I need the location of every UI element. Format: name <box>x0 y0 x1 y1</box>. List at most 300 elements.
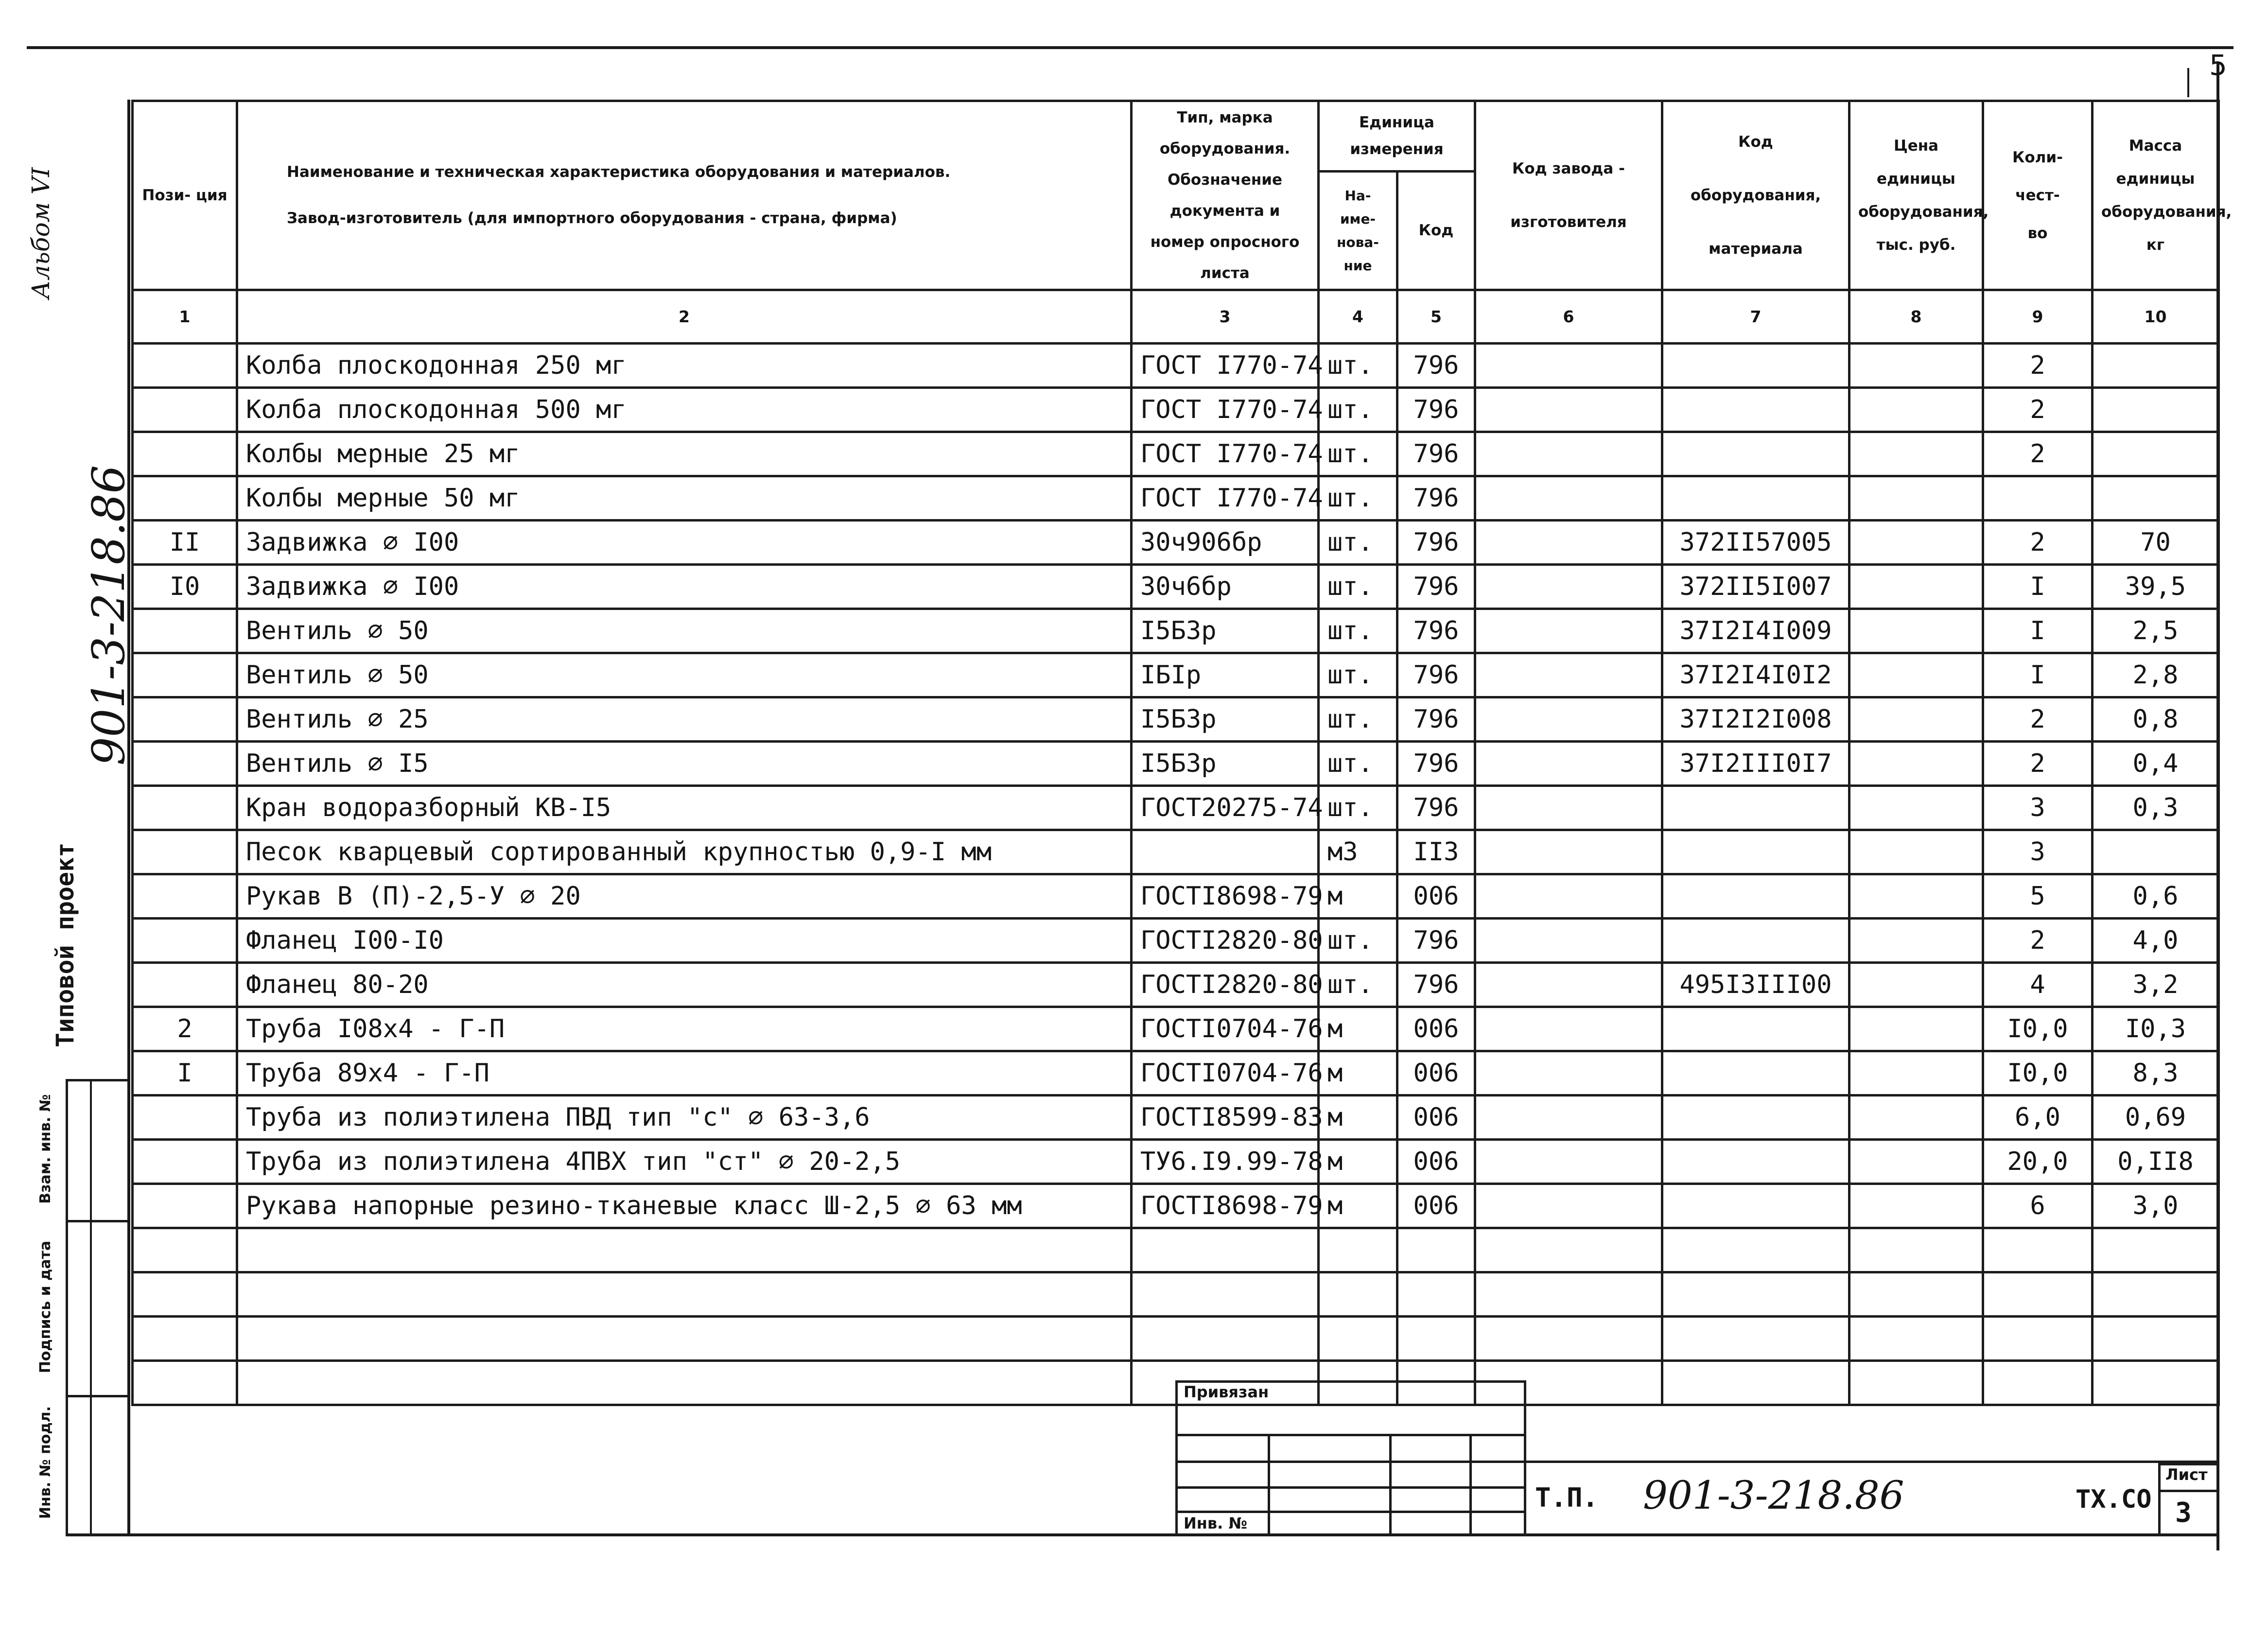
type-cell: ГОСТ I770-74 <box>1132 388 1319 432</box>
quantity-cell: 5 <box>1983 874 2093 919</box>
quantity-cell: I <box>1983 653 2093 697</box>
unit-cell: м <box>1319 1184 1397 1228</box>
column-number: 10 <box>2093 290 2219 344</box>
unit-code-cell: 796 <box>1397 388 1475 432</box>
mass-cell: 0,3 <box>2093 786 2219 830</box>
unit-code-cell: 006 <box>1397 1140 1475 1184</box>
empty-cell <box>2093 1228 2219 1272</box>
equipment-code-cell: 372II5I007 <box>1662 565 1849 609</box>
pos-cell <box>133 609 237 653</box>
quantity-cell: I <box>1983 609 2093 653</box>
equipment-code-cell: 372II57005 <box>1662 521 1849 565</box>
unit-cell: шт. <box>1319 521 1397 565</box>
mass-cell: 0,II8 <box>2093 1140 2219 1184</box>
mass-cell: 0,4 <box>2093 742 2219 786</box>
quantity-cell: 2 <box>1983 919 2093 963</box>
empty-cell <box>1475 1272 1662 1317</box>
equipment-code-cell <box>1662 1140 1849 1184</box>
type-cell: ГОСТI8599-83 <box>1132 1096 1319 1140</box>
empty-cell <box>237 1317 1132 1361</box>
empty-cell <box>1849 1361 1983 1405</box>
table-row <box>133 609 2219 653</box>
mass-cell: 70 <box>2093 521 2219 565</box>
pos-cell <box>133 388 237 432</box>
equipment-code-cell <box>1662 344 1849 388</box>
project-code-vertical: 901-3-218.86 <box>83 465 135 766</box>
table-row <box>133 1007 2219 1051</box>
empty-cell <box>1397 1317 1475 1361</box>
stamp-label-inventory: Инв. № подл. <box>37 1406 54 1519</box>
unit-cell: шт. <box>1319 476 1397 521</box>
name-cell: Вентиль ∅ 50 <box>237 653 1132 697</box>
unit-code-cell: 796 <box>1397 786 1475 830</box>
table-row <box>133 963 2219 1007</box>
unit-code-cell: 796 <box>1397 432 1475 476</box>
pos-cell <box>133 786 237 830</box>
pos-cell <box>133 476 237 521</box>
name-cell: Кран водоразборный КВ-I5 <box>237 786 1132 830</box>
mass-cell <box>2093 344 2219 388</box>
empty-cell <box>1319 1317 1397 1361</box>
mass-cell <box>2093 830 2219 874</box>
unit-code-cell: 006 <box>1397 1007 1475 1051</box>
type-cell: ГОСТ I770-74 <box>1132 476 1319 521</box>
table-row <box>133 1184 2219 1228</box>
equipment-code-cell: 37I2I2I008 <box>1662 697 1849 742</box>
pos-cell <box>133 653 237 697</box>
factory-code-cell <box>1475 521 1662 565</box>
equipment-code-cell <box>1662 1096 1849 1140</box>
album-caption: Альбом VI <box>27 167 55 299</box>
price-cell <box>1849 697 1983 742</box>
pos-cell <box>133 1096 237 1140</box>
frame-tick-line <box>2187 68 2189 97</box>
binding-vline-1 <box>1268 1434 1270 1533</box>
quantity-cell: 2 <box>1983 344 2093 388</box>
type-cell: I5Б3р <box>1132 609 1319 653</box>
name-cell: Вентиль ∅ 25 <box>237 697 1132 742</box>
mass-cell <box>2093 432 2219 476</box>
unit-code-cell: 796 <box>1397 919 1475 963</box>
type-cell <box>1132 830 1319 874</box>
pos-cell <box>133 874 237 919</box>
mass-cell: 0,6 <box>2093 874 2219 919</box>
empty-cell <box>1397 1272 1475 1317</box>
empty-cell <box>1662 1361 1849 1405</box>
unit-code-cell: 796 <box>1397 963 1475 1007</box>
price-cell <box>1849 786 1983 830</box>
table-row <box>133 344 2219 388</box>
quantity-cell: 6 <box>1983 1184 2093 1228</box>
empty-cell <box>1983 1272 2093 1317</box>
unit-cell: шт. <box>1319 963 1397 1007</box>
empty-cell <box>1662 1228 1849 1272</box>
empty-cell <box>237 1272 1132 1317</box>
inventory-label: Инв. № <box>1184 1514 1247 1532</box>
equipment-code-cell <box>1662 476 1849 521</box>
price-cell <box>1849 1051 1983 1096</box>
table-row <box>133 786 2219 830</box>
mass-cell <box>2093 476 2219 521</box>
factory-code-cell <box>1475 1096 1662 1140</box>
designation-top-line <box>1521 1461 2219 1463</box>
type-cell: ГОСТI8698-79 <box>1132 874 1319 919</box>
equipment-code-cell <box>1662 388 1849 432</box>
quantity-cell: I0,0 <box>1983 1051 2093 1096</box>
price-cell <box>1849 653 1983 697</box>
header-unit-name: На- име- нова- ние <box>1319 172 1397 290</box>
unit-cell: шт. <box>1319 388 1397 432</box>
empty-cell <box>1983 1317 2093 1361</box>
name-cell: Задвижка ∅ I00 <box>237 521 1132 565</box>
header-quantity: Коли- чест- во <box>1983 101 2093 290</box>
equipment-code-cell: 37I2I4I009 <box>1662 609 1849 653</box>
unit-code-cell: II3 <box>1397 830 1475 874</box>
unit-cell: м <box>1319 1007 1397 1051</box>
unit-code-cell: 796 <box>1397 653 1475 697</box>
equipment-code-cell <box>1662 432 1849 476</box>
header-position: Пози- ция <box>133 101 237 290</box>
table-body <box>133 344 2219 1405</box>
mass-cell: 0,69 <box>2093 1096 2219 1140</box>
unit-code-cell: 796 <box>1397 697 1475 742</box>
unit-cell: м3 <box>1319 830 1397 874</box>
name-cell: Песок кварцевый сортированный крупностью 0,9-I мм <box>237 830 1132 874</box>
header-unit-code: Код <box>1397 172 1475 290</box>
name-cell: Колба плоскодонная 250 мг <box>237 344 1132 388</box>
pos-cell <box>133 963 237 1007</box>
page-number: 5 <box>2209 49 2227 82</box>
equipment-code-cell <box>1662 1007 1849 1051</box>
name-cell: Колбы мерные 25 мг <box>237 432 1132 476</box>
column-number: 2 <box>237 290 1132 344</box>
empty-row <box>133 1228 2219 1272</box>
unit-cell: м <box>1319 1096 1397 1140</box>
pos-cell <box>133 1184 237 1228</box>
unit-cell: шт. <box>1319 565 1397 609</box>
column-number: 1 <box>133 290 237 344</box>
price-cell <box>1849 830 1983 874</box>
table-row <box>133 697 2219 742</box>
empty-cell <box>2093 1272 2219 1317</box>
price-cell <box>1849 521 1983 565</box>
factory-code-cell <box>1475 653 1662 697</box>
empty-row <box>133 1272 2219 1317</box>
unit-cell: шт. <box>1319 786 1397 830</box>
empty-cell <box>1397 1228 1475 1272</box>
price-cell <box>1849 919 1983 963</box>
empty-cell <box>1319 1228 1397 1272</box>
header-factory-code: Код завода - изготовителя <box>1475 101 1662 290</box>
quantity-cell <box>1983 476 2093 521</box>
equipment-code-cell: 37I2III0I7 <box>1662 742 1849 786</box>
empty-cell <box>237 1361 1132 1405</box>
quantity-cell: I0,0 <box>1983 1007 2093 1051</box>
sheet-number: 3 <box>2175 1497 2192 1529</box>
pos-cell <box>133 697 237 742</box>
empty-cell <box>133 1272 237 1317</box>
name-cell: Рукава напорные резино-тканевые класс Ш-2,5 ∅ 63 мм <box>237 1184 1132 1228</box>
quantity-cell: 2 <box>1983 697 2093 742</box>
price-cell <box>1849 963 1983 1007</box>
mass-cell: 8,3 <box>2093 1051 2219 1096</box>
equipment-code-cell <box>1662 874 1849 919</box>
unit-code-cell: 796 <box>1397 742 1475 786</box>
unit-cell: м <box>1319 1140 1397 1184</box>
pos-cell <box>133 432 237 476</box>
empty-cell <box>1132 1272 1319 1317</box>
approval-stamp-column <box>66 1079 127 1536</box>
table-row <box>133 476 2219 521</box>
name-cell: Колба плоскодонная 500 мг <box>237 388 1132 432</box>
stamp-inner-line <box>90 1079 92 1533</box>
table-row <box>133 521 2219 565</box>
unit-cell: шт. <box>1319 919 1397 963</box>
type-cell: ГОСТI0704-76 <box>1132 1007 1319 1051</box>
column-number-row <box>133 290 2219 344</box>
type-cell: 30ч6бр <box>1132 565 1319 609</box>
empty-cell <box>133 1228 237 1272</box>
unit-code-cell: 006 <box>1397 1096 1475 1140</box>
header-name <box>237 101 1132 290</box>
header-equipment-code: Код оборудования, материала <box>1662 101 1849 290</box>
column-number: 7 <box>1662 290 1849 344</box>
column-number: 5 <box>1397 290 1475 344</box>
empty-cell <box>1319 1272 1397 1317</box>
factory-code-cell <box>1475 565 1662 609</box>
empty-cell <box>2093 1317 2219 1361</box>
price-cell <box>1849 476 1983 521</box>
pos-cell: I0 <box>133 565 237 609</box>
mass-cell: 3,0 <box>2093 1184 2219 1228</box>
mass-cell: 0,8 <box>2093 697 2219 742</box>
binding-vline-2 <box>1389 1434 1392 1533</box>
table-row <box>133 388 2219 432</box>
column-number: 6 <box>1475 290 1662 344</box>
unit-cell: шт. <box>1319 344 1397 388</box>
unit-code-cell: 006 <box>1397 1051 1475 1096</box>
empty-cell <box>1662 1317 1849 1361</box>
tp-label: Т.П. <box>1535 1482 1599 1513</box>
price-cell <box>1849 874 1983 919</box>
header-name-line-1: Наименование и техническая характеристика оборудования и материалов. <box>287 163 951 181</box>
quantity-cell: 6,0 <box>1983 1096 2093 1140</box>
factory-code-cell <box>1475 1140 1662 1184</box>
equipment-code-cell: 495I3III00 <box>1662 963 1849 1007</box>
frame-inner-left-line <box>127 100 130 1533</box>
table-row <box>133 830 2219 874</box>
quantity-cell: I <box>1983 565 2093 609</box>
unit-code-cell: 796 <box>1397 476 1475 521</box>
type-cell: IБIр <box>1132 653 1319 697</box>
header-name-line-2: Завод-изготовитель (для импортного оборудования - страна, фирма) <box>287 209 897 227</box>
project-type-caption: Типовой проект <box>51 842 79 1047</box>
table-row <box>133 1096 2219 1140</box>
mass-cell: 2,5 <box>2093 609 2219 653</box>
header-row <box>133 101 2219 172</box>
empty-cell <box>1662 1272 1849 1317</box>
factory-code-cell <box>1475 1051 1662 1096</box>
price-cell <box>1849 742 1983 786</box>
stamp-label-signature: Подпись и дата <box>37 1240 54 1374</box>
factory-code-cell <box>1475 432 1662 476</box>
pos-cell <box>133 919 237 963</box>
header-price: Цена единицы оборудования, тыс. руб. <box>1849 101 1983 290</box>
document-code: ТХ.СО <box>2076 1485 2152 1514</box>
pos-cell <box>133 344 237 388</box>
table-row <box>133 565 2219 609</box>
mass-cell: 39,5 <box>2093 565 2219 609</box>
name-cell: Фланец 80-20 <box>237 963 1132 1007</box>
quantity-cell: 2 <box>1983 388 2093 432</box>
empty-cell <box>133 1361 237 1405</box>
project-code-title: 901-3-218.86 <box>1643 1473 1904 1518</box>
unit-cell: шт. <box>1319 697 1397 742</box>
name-cell: Труба из полиэтилена ПВД тип "с" ∅ 63-3,6 <box>237 1096 1132 1140</box>
price-cell <box>1849 1096 1983 1140</box>
factory-code-cell <box>1475 742 1662 786</box>
empty-cell <box>1475 1228 1662 1272</box>
price-cell <box>1849 1184 1983 1228</box>
pos-cell: I <box>133 1051 237 1096</box>
mass-cell <box>2093 388 2219 432</box>
header-mass: Масса единицы оборудования, кг <box>2093 101 2219 290</box>
table-row <box>133 1051 2219 1096</box>
type-cell: 30ч906бр <box>1132 521 1319 565</box>
equipment-code-cell <box>1662 1184 1849 1228</box>
unit-code-cell: 006 <box>1397 874 1475 919</box>
unit-code-cell: 796 <box>1397 521 1475 565</box>
empty-cell <box>1849 1228 1983 1272</box>
price-cell <box>1849 388 1983 432</box>
type-cell: ТУ6.I9.99-78 <box>1132 1140 1319 1184</box>
empty-cell <box>1132 1317 1319 1361</box>
factory-code-cell <box>1475 1007 1662 1051</box>
factory-code-cell <box>1475 830 1662 874</box>
quantity-cell: 4 <box>1983 963 2093 1007</box>
stamp-divider-2 <box>66 1395 127 1397</box>
empty-cell <box>237 1228 1132 1272</box>
type-cell: ГОСТI2820-80 <box>1132 963 1319 1007</box>
equipment-code-cell <box>1662 786 1849 830</box>
factory-code-cell <box>1475 388 1662 432</box>
factory-code-cell <box>1475 1184 1662 1228</box>
pos-cell <box>133 830 237 874</box>
factory-code-cell <box>1475 963 1662 1007</box>
factory-code-cell <box>1475 609 1662 653</box>
quantity-cell: 2 <box>1983 432 2093 476</box>
table-row <box>133 653 2219 697</box>
price-cell <box>1849 609 1983 653</box>
header-unit: Единица измерения <box>1319 101 1475 172</box>
empty-cell <box>1849 1272 1983 1317</box>
table-row <box>133 874 2219 919</box>
equipment-code-cell: 37I2I4I0I2 <box>1662 653 1849 697</box>
unit-cell: м <box>1319 1051 1397 1096</box>
stamp-divider-1 <box>66 1220 127 1222</box>
name-cell: Вентиль ∅ I5 <box>237 742 1132 786</box>
name-cell: Колбы мерные 50 мг <box>237 476 1132 521</box>
column-number: 8 <box>1849 290 1983 344</box>
quantity-cell: 3 <box>1983 830 2093 874</box>
pos-cell <box>133 1140 237 1184</box>
price-cell <box>1849 1007 1983 1051</box>
sheet-box-divider <box>2158 1490 2216 1492</box>
binding-label: Привязан <box>1184 1383 1269 1401</box>
type-cell: ГОСТI8698-79 <box>1132 1184 1319 1228</box>
unit-code-cell: 006 <box>1397 1184 1475 1228</box>
empty-cell <box>133 1317 237 1361</box>
quantity-cell: 2 <box>1983 742 2093 786</box>
binding-vline-3 <box>1469 1434 1472 1533</box>
unit-cell: м <box>1319 874 1397 919</box>
unit-cell: шт. <box>1319 742 1397 786</box>
factory-code-cell <box>1475 697 1662 742</box>
table-row <box>133 919 2219 963</box>
equipment-code-cell <box>1662 830 1849 874</box>
mass-cell: 3,2 <box>2093 963 2219 1007</box>
table-row <box>133 1140 2219 1184</box>
unit-cell: шт. <box>1319 609 1397 653</box>
specification-table <box>131 100 2232 1406</box>
factory-code-cell <box>1475 476 1662 521</box>
price-cell <box>1849 565 1983 609</box>
type-cell: ГОСТ I770-74 <box>1132 432 1319 476</box>
mass-cell: 4,0 <box>2093 919 2219 963</box>
name-cell: Задвижка ∅ I00 <box>237 565 1132 609</box>
type-cell: I5Б3р <box>1132 742 1319 786</box>
name-cell: Труба 89х4 - Г-П <box>237 1051 1132 1096</box>
name-cell: Вентиль ∅ 50 <box>237 609 1132 653</box>
sheet-label: Лист <box>2165 1465 2208 1484</box>
name-cell: Рукав В (П)-2,5-У ∅ 20 <box>237 874 1132 919</box>
factory-code-cell <box>1475 344 1662 388</box>
quantity-cell: 20,0 <box>1983 1140 2093 1184</box>
column-number: 3 <box>1132 290 1319 344</box>
column-number: 4 <box>1319 290 1397 344</box>
equipment-code-cell <box>1662 1051 1849 1096</box>
type-cell: I5Б3р <box>1132 697 1319 742</box>
factory-code-cell <box>1475 874 1662 919</box>
unit-cell: шт. <box>1319 432 1397 476</box>
factory-code-cell <box>1475 919 1662 963</box>
column-number: 9 <box>1983 290 2093 344</box>
empty-cell <box>1475 1317 1662 1361</box>
table-row <box>133 742 2219 786</box>
table-row <box>133 432 2219 476</box>
type-cell: ГОСТ20275-74 <box>1132 786 1319 830</box>
name-cell: Фланец I00-I0 <box>237 919 1132 963</box>
quantity-cell: 3 <box>1983 786 2093 830</box>
empty-cell <box>2093 1361 2219 1405</box>
price-cell <box>1849 432 1983 476</box>
pos-cell <box>133 742 237 786</box>
type-cell: ГОСТI2820-80 <box>1132 919 1319 963</box>
unit-code-cell: 796 <box>1397 565 1475 609</box>
unit-code-cell: 796 <box>1397 344 1475 388</box>
pos-cell: II <box>133 521 237 565</box>
quantity-cell: 2 <box>1983 521 2093 565</box>
mass-cell: I0,3 <box>2093 1007 2219 1051</box>
price-cell <box>1849 1140 1983 1184</box>
empty-cell <box>1983 1228 2093 1272</box>
pos-cell: 2 <box>133 1007 237 1051</box>
empty-cell <box>1849 1317 1983 1361</box>
frame-top-line <box>27 46 2233 49</box>
stamp-label-replacement: Взам. инв. № <box>37 1094 54 1204</box>
type-cell: ГОСТ I770-74 <box>1132 344 1319 388</box>
equipment-code-cell <box>1662 919 1849 963</box>
